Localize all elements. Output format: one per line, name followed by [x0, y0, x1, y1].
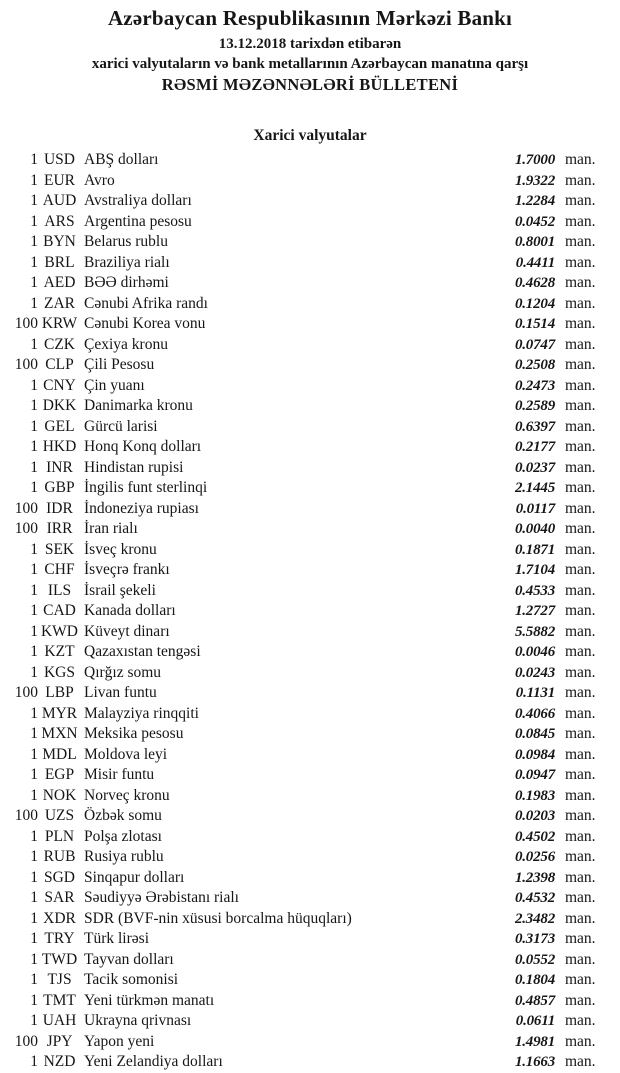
unit-label: man.	[565, 745, 596, 763]
currency-code: EGP	[44, 766, 75, 783]
currency-code: CHF	[44, 561, 75, 578]
unit-label: man.	[565, 151, 596, 168]
currency-quantity: 1	[30, 868, 38, 886]
currency-quantity: 1	[30, 663, 38, 681]
currency-quantity: 1	[30, 294, 38, 312]
currency-quantity: 1	[30, 233, 38, 250]
exchange-rate: 0.1983	[514, 787, 555, 804]
rate-row	[0, 396, 620, 417]
rate-row	[0, 827, 620, 848]
currency-name: Honq Konq dolları	[84, 438, 202, 455]
currency-name: ABŞ dolları	[84, 151, 159, 168]
rate-row	[0, 991, 620, 1012]
currency-quantity: 100	[14, 520, 38, 537]
currency-name: İsveçrə frankı	[84, 561, 170, 578]
currency-name: İndoneziya rupiası	[84, 499, 199, 517]
exchange-rate: 0.1871	[514, 541, 555, 558]
currency-name: Rusiya rublu	[84, 848, 164, 865]
currency-quantity: 1	[30, 745, 38, 763]
rate-row	[0, 478, 620, 499]
currency-quantity: 1	[30, 376, 38, 394]
currency-quantity: 1	[30, 540, 38, 558]
unit-label: man.	[565, 848, 596, 865]
exchange-rate: 0.0611	[515, 1013, 555, 1029]
rate-row	[0, 376, 620, 397]
exchange-rate: 2.3482	[514, 910, 555, 927]
subtitle-line: xarici valyutaların və bank metallarının Azərbaycan manatına qarşı	[91, 56, 529, 72]
rate-row	[0, 314, 620, 335]
exchange-rate: 1.2398	[514, 869, 555, 886]
currency-name: İsrail şekeli	[84, 581, 156, 599]
currency-quantity: 1	[30, 417, 38, 435]
unit-label: man.	[565, 458, 596, 476]
currency-name: Sinqapur dolları	[84, 868, 185, 886]
rate-row	[0, 622, 620, 643]
currency-quantity: 1	[30, 253, 38, 271]
currency-name: Qırğız somu	[84, 663, 162, 681]
exchange-rate: 0.8001	[514, 234, 555, 250]
exchange-rate: 0.0747	[514, 336, 555, 353]
effective-date-line: 13.12.2018 tarixdən etibarən	[218, 36, 402, 52]
currency-name: Cənubi Afrika randı	[84, 294, 208, 312]
rate-row	[0, 499, 620, 520]
currency-name: Yeni türkmən manatı	[84, 991, 215, 1009]
currency-name: Avro	[84, 171, 115, 189]
rate-row	[0, 950, 620, 971]
currency-code: HKD	[42, 438, 77, 455]
unit-label: man.	[565, 827, 596, 845]
currency-code: EUR	[44, 171, 75, 189]
currency-quantity: 1	[30, 786, 38, 804]
exchange-rate: 0.2473	[514, 377, 555, 394]
currency-code: IRR	[46, 520, 73, 537]
currency-code: GBP	[44, 479, 75, 496]
exchange-rate: 0.0947	[514, 767, 555, 783]
currency-quantity: 1	[30, 274, 38, 291]
unit-label: man.	[565, 950, 596, 968]
currency-quantity: 1	[30, 889, 38, 906]
unit-label: man.	[565, 499, 596, 517]
exchange-rate: 0.4532	[514, 890, 555, 906]
currency-name: Çin yuanı	[84, 376, 145, 394]
currency-name: Özbək somu	[84, 807, 162, 824]
rate-row	[0, 868, 620, 889]
currency-quantity: 1	[30, 581, 38, 599]
currency-name: İsveç kronu	[84, 540, 157, 558]
rate-row	[0, 335, 620, 356]
currency-code: KGS	[43, 663, 75, 681]
unit-label: man.	[565, 192, 596, 209]
unit-label: man.	[565, 725, 596, 742]
currency-code: CAD	[43, 602, 76, 619]
exchange-rate: 0.4628	[514, 275, 555, 291]
exchange-rate: 1.7000	[514, 152, 555, 168]
exchange-rate: 0.6397	[514, 418, 555, 435]
rate-row	[0, 663, 620, 684]
rate-row	[0, 581, 620, 602]
currency-quantity: 1	[30, 930, 38, 947]
exchange-rate: 0.1131	[515, 685, 555, 701]
unit-label: man.	[565, 253, 596, 271]
rate-row	[0, 970, 620, 991]
exchange-rate: 0.0040	[514, 521, 555, 537]
exchange-rate: 0.0845	[514, 726, 555, 742]
unit-label: man.	[565, 889, 596, 906]
unit-label: man.	[565, 520, 596, 537]
currency-code: ZAR	[44, 294, 75, 312]
exchange-rates-table	[0, 150, 620, 1073]
currency-name: Türk lirəsi	[84, 930, 149, 947]
currency-code: UAH	[42, 1012, 77, 1029]
currency-name: Cənubi Korea vonu	[84, 315, 206, 332]
currency-code: GEL	[44, 417, 75, 435]
currency-quantity: 1	[30, 848, 38, 865]
currency-quantity: 1	[30, 950, 38, 968]
rate-row	[0, 232, 620, 253]
unit-label: man.	[565, 909, 596, 927]
rate-row	[0, 888, 620, 909]
unit-label: man.	[565, 684, 596, 701]
currency-name: Meksika pesosu	[84, 725, 184, 742]
exchange-rate: 0.0203	[514, 808, 555, 824]
bank-title: Azərbaycan Respublikasının Mərkəzi Bankı	[107, 6, 513, 30]
rate-row	[0, 458, 620, 479]
currency-quantity: 1	[30, 335, 38, 353]
unit-label: man.	[565, 1053, 596, 1070]
currency-code: SGD	[43, 868, 75, 886]
currency-code: LBP	[45, 684, 74, 701]
unit-label: man.	[565, 561, 596, 578]
currency-code: KZT	[44, 643, 75, 660]
exchange-rate: 1.4981	[514, 1033, 555, 1050]
currency-name: Hindistan rupisi	[84, 458, 184, 476]
currency-name: Səudiyyə Ərəbistanı rialı	[84, 889, 239, 906]
rate-row	[0, 724, 620, 745]
rate-row	[0, 560, 620, 581]
rate-row	[0, 294, 620, 315]
exchange-rate: 0.0117	[515, 500, 555, 517]
unit-label: man.	[565, 704, 596, 722]
bulletin-title: RƏSMİ MƏZƏNNƏLƏRİ BÜLLETENİ	[161, 75, 459, 94]
exchange-rate: 5.5882	[514, 623, 555, 640]
currency-code: RUB	[43, 848, 76, 865]
rate-row	[0, 417, 620, 438]
unit-label: man.	[565, 663, 596, 681]
rate-row	[0, 150, 620, 171]
rate-row	[0, 355, 620, 376]
currency-name: Qazaxıstan tengəsi	[84, 643, 201, 660]
currency-code: JPY	[46, 1032, 73, 1050]
unit-label: man.	[565, 971, 596, 988]
currency-name: İngilis funt sterlinqi	[84, 479, 208, 496]
currency-name: Norveç kronu	[84, 786, 170, 804]
currency-code: CLP	[45, 356, 74, 373]
currency-code: IDR	[46, 499, 73, 517]
exchange-rate: 0.0984	[514, 746, 555, 763]
rate-row	[0, 191, 620, 212]
unit-label: man.	[565, 1012, 596, 1029]
currency-name: Belarus rublu	[84, 233, 168, 250]
unit-label: man.	[565, 643, 596, 660]
unit-label: man.	[565, 233, 596, 250]
currency-code: CZK	[44, 335, 75, 353]
unit-label: man.	[565, 376, 596, 394]
unit-label: man.	[565, 581, 596, 599]
exchange-rate: 0.0046	[514, 644, 555, 660]
currency-quantity: 1	[30, 971, 38, 988]
unit-label: man.	[565, 212, 596, 230]
exchange-rate: 0.1514	[514, 316, 555, 332]
currency-code: USD	[43, 151, 75, 168]
currency-name: Moldova leyi	[84, 745, 168, 763]
currency-quantity: 1	[30, 561, 38, 578]
currency-code: AUD	[42, 192, 77, 209]
rate-row	[0, 437, 620, 458]
currency-name: İran rialı	[84, 520, 138, 537]
currency-quantity: 100	[14, 356, 38, 373]
unit-label: man.	[565, 479, 596, 496]
unit-label: man.	[565, 622, 596, 640]
currency-name: Ukrayna qrivnası	[84, 1012, 192, 1029]
exchange-rate: 0.4857	[514, 992, 555, 1009]
section-title-foreign-currencies: Xarici valyutalar	[253, 127, 367, 144]
unit-label: man.	[565, 356, 596, 373]
rate-row	[0, 806, 620, 827]
currency-name: Çexiya kronu	[84, 335, 168, 353]
currency-quantity: 1	[30, 643, 38, 660]
unit-label: man.	[565, 438, 596, 455]
rate-row	[0, 273, 620, 294]
exchange-rate: 0.0243	[514, 664, 555, 681]
unit-label: man.	[565, 315, 596, 332]
currency-code: TWD	[41, 950, 78, 968]
currency-code: AED	[43, 274, 76, 291]
currency-name: SDR (BVF-nin xüsusi borcalma hüquqları)	[84, 909, 352, 927]
rate-row	[0, 929, 620, 950]
unit-label: man.	[565, 807, 596, 824]
exchange-rate: 0.4066	[514, 705, 555, 722]
exchange-rate: 1.1663	[514, 1054, 555, 1070]
rate-row	[0, 786, 620, 807]
exchange-rate: 0.2589	[514, 398, 555, 414]
currency-code: SEK	[44, 540, 75, 558]
rate-row	[0, 642, 620, 663]
rate-row	[0, 171, 620, 192]
unit-label: man.	[565, 540, 596, 558]
currency-quantity: 1	[30, 192, 38, 209]
currency-quantity: 1	[30, 1053, 38, 1070]
currency-name: Tacik somonisi	[84, 971, 179, 988]
exchange-rate: 0.2508	[514, 357, 555, 373]
currency-quantity: 100	[14, 499, 38, 517]
currency-name: Livan funtu	[84, 684, 157, 701]
unit-label: man.	[565, 766, 596, 783]
currency-code: INR	[46, 458, 73, 476]
exchange-rate: 0.4533	[514, 582, 555, 599]
currency-name: Yapon yeni	[84, 1032, 155, 1050]
currency-code: TRY	[44, 930, 75, 947]
currency-code: ILS	[47, 581, 72, 599]
exchange-rate: 0.1804	[514, 972, 555, 988]
unit-label: man.	[565, 786, 596, 804]
unit-label: man.	[565, 1032, 596, 1050]
currency-quantity: 1	[30, 827, 38, 845]
unit-label: man.	[565, 417, 596, 435]
currency-name: Küveyt dinarı	[84, 622, 170, 640]
rate-row	[0, 704, 620, 725]
currency-code: MXN	[41, 725, 78, 742]
rate-row	[0, 683, 620, 704]
currency-quantity: 1	[30, 991, 38, 1009]
currency-code: UZS	[44, 807, 75, 824]
rate-row	[0, 909, 620, 930]
currency-quantity: 100	[14, 807, 38, 824]
currency-name: Polşa zlotası	[84, 827, 162, 845]
currency-name: Tayvan dolları	[84, 950, 174, 968]
exchange-rate: 1.9322	[514, 172, 555, 189]
rate-row	[0, 540, 620, 561]
currency-code: PLN	[44, 827, 75, 845]
rate-row	[0, 519, 620, 540]
currency-quantity: 100	[14, 684, 38, 701]
currency-code: TJS	[47, 971, 72, 988]
currency-code: XDR	[43, 909, 76, 927]
exchange-rate: 2.1445	[514, 480, 555, 496]
currency-name: BƏƏ dirhəmi	[84, 274, 169, 291]
currency-quantity: 1	[30, 909, 38, 927]
rate-row	[0, 1052, 620, 1073]
unit-label: man.	[565, 171, 596, 189]
currency-quantity: 1	[30, 458, 38, 476]
currency-quantity: 1	[30, 151, 38, 168]
currency-quantity: 1	[30, 171, 38, 189]
currency-quantity: 1	[30, 766, 38, 783]
currency-quantity: 100	[14, 1032, 38, 1050]
rate-row	[0, 1011, 620, 1032]
currency-quantity: 1	[30, 397, 38, 414]
currency-quantity: 1	[30, 622, 38, 640]
exchange-rate: 0.0452	[514, 213, 555, 230]
currency-name: Malayziya rinqqiti	[84, 704, 199, 722]
currency-code: TMT	[43, 991, 76, 1009]
currency-quantity: 1	[30, 725, 38, 742]
exchange-rate: 0.1204	[514, 295, 555, 312]
rate-row	[0, 253, 620, 274]
rate-row	[0, 1032, 620, 1053]
exchange-rate: 0.2177	[514, 439, 555, 455]
unit-label: man.	[565, 868, 596, 886]
unit-label: man.	[565, 294, 596, 312]
rate-row	[0, 847, 620, 868]
exchange-rate: 0.0552	[514, 951, 555, 968]
currency-code: MDL	[42, 745, 77, 763]
unit-label: man.	[565, 397, 596, 414]
rate-row	[0, 601, 620, 622]
currency-name: Yeni Zelandiya dolları	[84, 1053, 223, 1070]
exchange-rate: 1.2284	[514, 193, 555, 209]
currency-name: Çili Pesosu	[84, 356, 155, 373]
exchange-rate: 1.7104	[514, 562, 555, 578]
exchange-rate: 1.2727	[514, 603, 555, 619]
currency-quantity: 1	[30, 479, 38, 496]
currency-code: MYR	[41, 704, 78, 722]
currency-name: Braziliya rialı	[84, 253, 170, 271]
currency-name: Kanada dolları	[84, 602, 176, 619]
document-header	[0, 0, 620, 96]
exchange-rate: 0.0237	[514, 459, 555, 476]
currency-name: Argentina pesosu	[84, 212, 192, 230]
currency-code: BRL	[44, 253, 75, 271]
rate-row	[0, 765, 620, 786]
currency-name: Danimarka kronu	[84, 397, 193, 414]
currency-quantity: 1	[30, 704, 38, 722]
exchange-rate: 0.0256	[514, 849, 555, 865]
currency-code: NOK	[42, 786, 77, 804]
currency-name: Misir funtu	[84, 766, 155, 783]
exchange-rate: 0.4502	[514, 828, 555, 845]
currency-quantity: 1	[30, 1012, 38, 1029]
currency-code: ARS	[44, 212, 75, 230]
currency-code: KRW	[41, 315, 78, 332]
unit-label: man.	[565, 602, 596, 619]
currency-code: NZD	[43, 1053, 76, 1070]
currency-name: Avstraliya dolları	[84, 192, 192, 209]
currency-code: CNY	[43, 376, 76, 394]
currency-quantity: 100	[14, 315, 38, 332]
currency-code: KWD	[40, 622, 79, 640]
exchange-rate: 0.3173	[514, 931, 555, 947]
rate-row	[0, 212, 620, 233]
currency-quantity: 1	[30, 438, 38, 455]
unit-label: man.	[565, 274, 596, 291]
currency-name: Gürcü larisi	[84, 417, 158, 435]
unit-label: man.	[565, 991, 596, 1009]
exchange-rate: 0.4411	[515, 254, 555, 271]
rate-row	[0, 745, 620, 766]
currency-quantity: 1	[30, 602, 38, 619]
unit-label: man.	[565, 335, 596, 353]
currency-quantity: 1	[30, 212, 38, 230]
currency-code: SAR	[44, 889, 75, 906]
currency-code: BYN	[43, 233, 76, 250]
unit-label: man.	[565, 930, 596, 947]
currency-code: DKK	[42, 397, 77, 414]
